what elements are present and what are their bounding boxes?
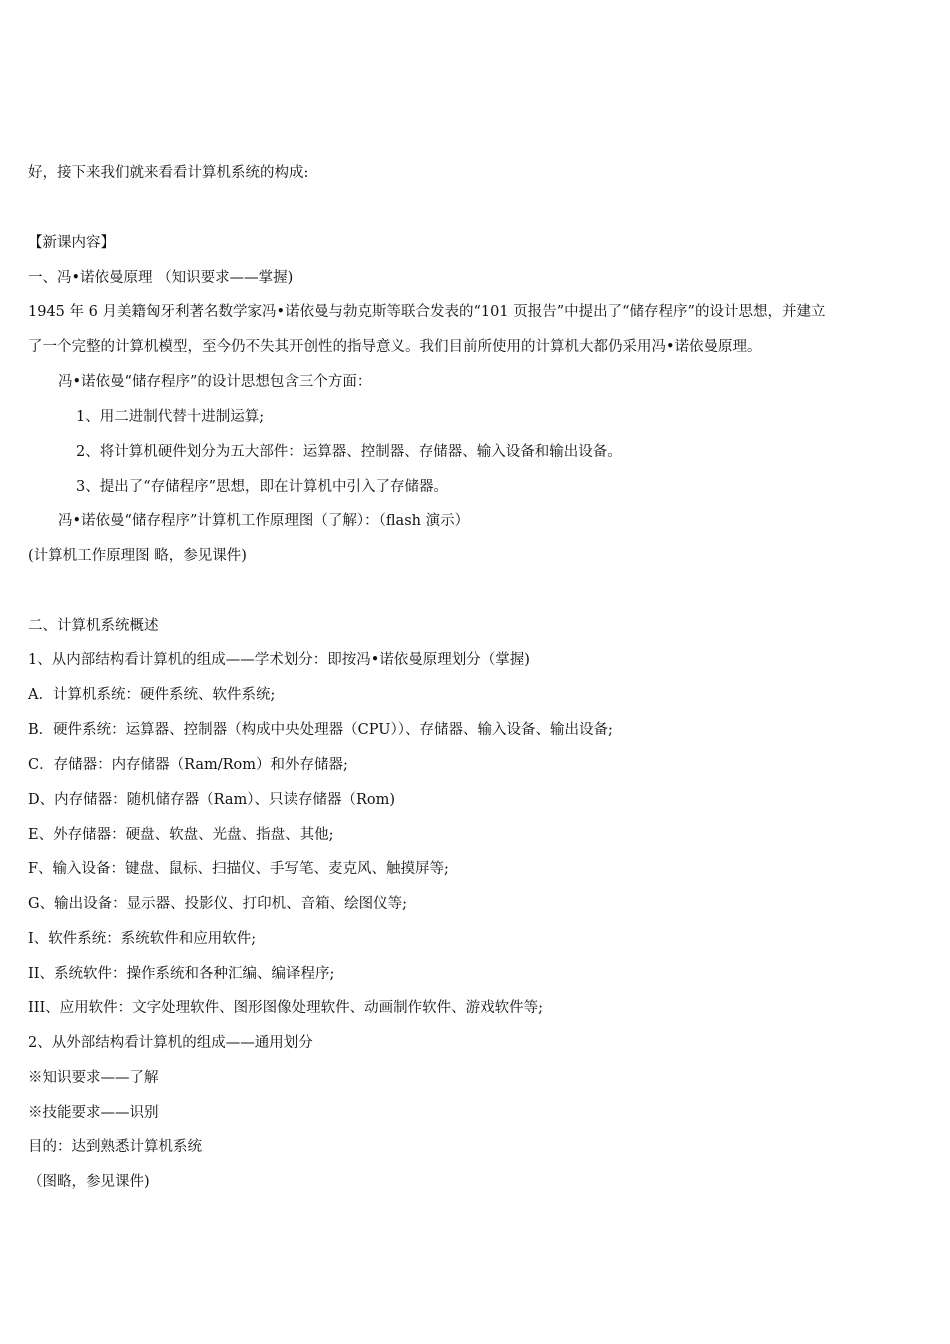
intro-text: 好，接下来我们就来看看计算机系统的构成: (28, 165, 309, 181)
part2-line: B．硬件系统：运算器、控制器（构成中央处理器（CPU））、存储器、输入设备、输出设备; (28, 722, 613, 738)
section-heading: 【新课内容】 (28, 235, 115, 251)
part2-line: C．存储器：内存储器（Ram/Rom）和外存储器; (28, 757, 348, 773)
part2-line: D、内存储器：随机储存器（Ram）、只读存储器（Rom) (28, 792, 396, 808)
part2-line: G、输出设备：显示器、投影仪、打印机、音箱、绘图仪等; (28, 896, 407, 912)
part2-line: ※技能要求——识别 (28, 1105, 159, 1121)
part2-line: 目的：达到熟悉计算机系统 (28, 1139, 202, 1155)
part1-title: 一、冯•诺依曼原理 （知识要求——掌握) (28, 270, 294, 286)
part2-line: I、软件系统：系统软件和应用软件; (28, 931, 257, 947)
aspect-item: 3、提出了“存储程序”思想，即在计算机中引入了存储器。 (76, 479, 449, 495)
part2-line: 2、从外部结构看计算机的组成——通用划分 (28, 1035, 313, 1051)
part1-paragraph-line1: 1945 年 6 月美籍匈牙利著名数学家冯•诺依曼与勃克斯等联合发表的“101 页报告”中提出了“储存程序”的设计思想，并建立 (28, 304, 826, 320)
part2-line: E、外存储器：硬盘、软盘、光盘、指盘、其他; (28, 827, 334, 843)
aspects-intro: 冯•诺依曼“储存程序”的设计思想包含三个方面： (58, 374, 372, 390)
part2-line: A．计算机系统：硬件系统、软件系统; (28, 687, 276, 703)
aspect-item: 2、将计算机硬件划分为五大部件：运算器、控制器、存储器、输入设备和输出设备。 (76, 444, 622, 460)
part2-line: （图略，参见课件) (28, 1174, 150, 1190)
part1-paragraph-line2: 了一个完整的计算机模型，至今仍不失其开创性的指导意义。我们目前所使用的计算机大都仍采用冯•诺依曼原理。 (28, 339, 762, 355)
part2-line: 1、从内部结构看计算机的组成——学术划分：即按冯•诺依曼原理划分（掌握) (28, 652, 530, 668)
aspect-item: 1、用二进制代替十进制运算; (76, 409, 265, 425)
part2-line: II、系统软件：操作系统和各种汇编、编译程序; (28, 966, 335, 982)
diagram-note: (计算机工作原理图 略，参见课件) (28, 548, 247, 564)
diagram-line: 冯•诺依曼“储存程序”计算机工作原理图（了解）：（flash 演示） (58, 513, 470, 529)
part2-line: III、应用软件：文字处理软件、图形图像处理软件、动画制作软件、游戏软件等; (28, 1000, 544, 1016)
part2-line: ※知识要求——了解 (28, 1070, 159, 1086)
part2-line: F、输入设备：键盘、鼠标、扫描仪、手写笔、麦克风、触摸屏等; (28, 861, 449, 877)
part2-title: 二、计算机系统概述 (28, 618, 159, 634)
